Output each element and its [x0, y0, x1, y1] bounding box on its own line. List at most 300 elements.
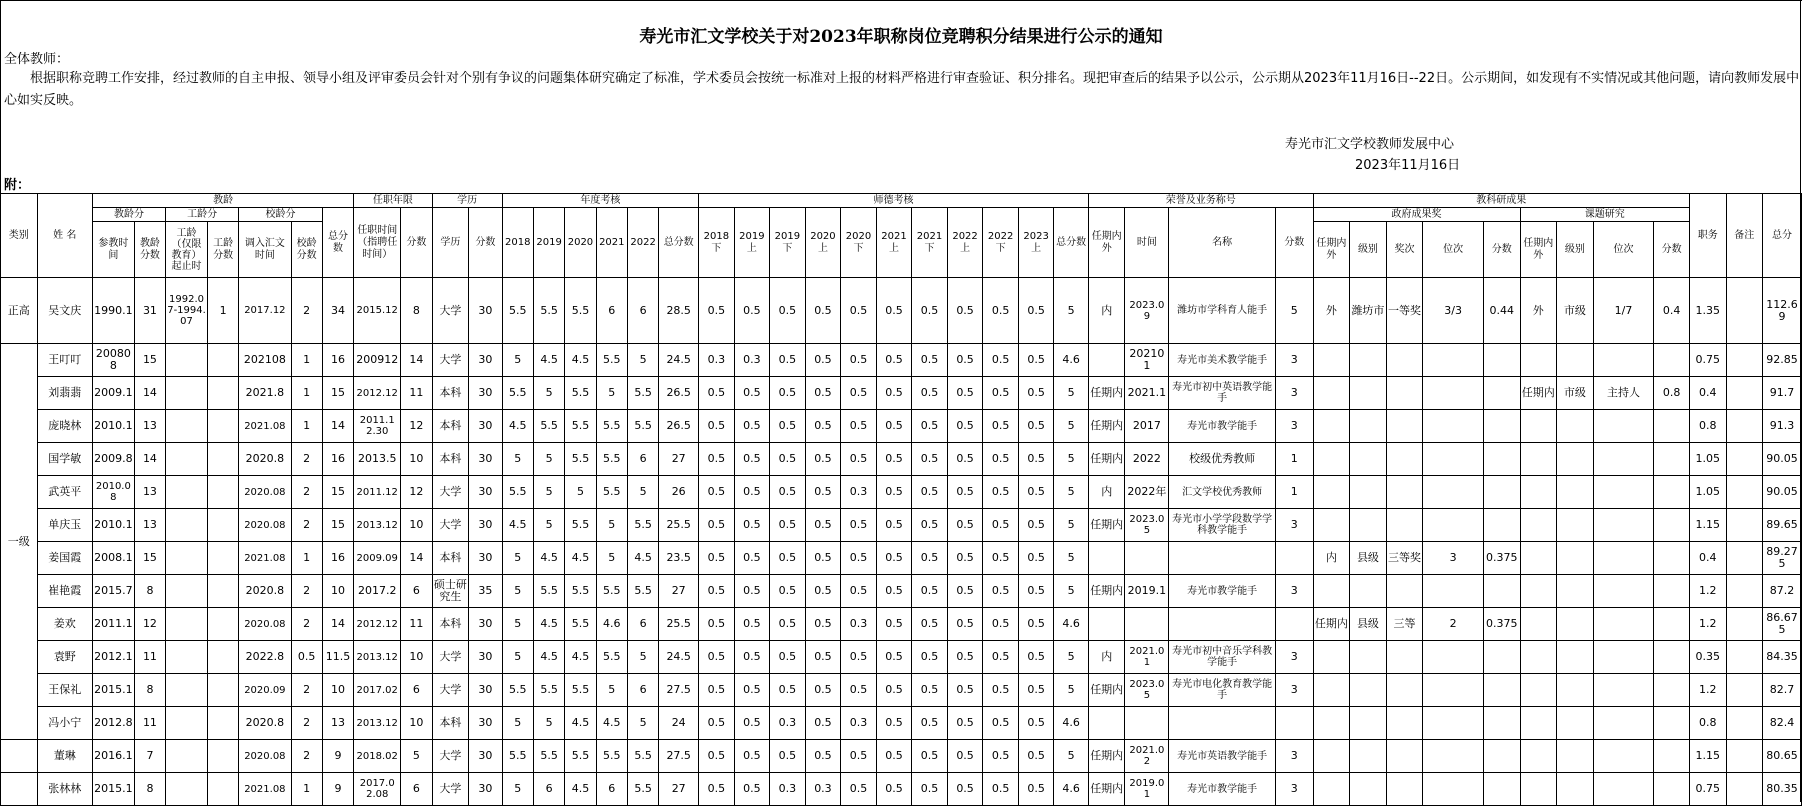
data-cell: 0.5 [770, 410, 806, 443]
data-cell: 6 [627, 278, 658, 344]
data-cell: 任期内 [1520, 377, 1557, 410]
data-cell: 0.5 [912, 641, 948, 674]
data-cell: 0.5 [734, 707, 770, 740]
data-cell: 1992.07-1994.07 [166, 278, 208, 344]
data-cell [1386, 377, 1423, 410]
data-cell: 0.5 [770, 608, 806, 641]
data-cell: 6 [401, 575, 432, 608]
data-cell: 0.5 [876, 707, 912, 740]
data-cell [1313, 509, 1350, 542]
data-cell: 2023.09 [1125, 278, 1169, 344]
data-cell: 0.5 [699, 509, 735, 542]
header-ethics-term: 2019上 [734, 208, 770, 278]
data-cell: 0.5 [805, 410, 841, 443]
data-cell [1350, 476, 1387, 509]
data-cell: 内 [1088, 641, 1125, 674]
data-cell: 3 [1275, 641, 1313, 674]
data-cell: 0.5 [734, 740, 770, 773]
data-cell: 4.6 [596, 608, 627, 641]
data-cell [1275, 542, 1313, 575]
header-name: 姓 名 [37, 194, 92, 278]
data-cell: 0.5 [770, 542, 806, 575]
data-cell: 2017.02.08 [354, 773, 401, 806]
data-cell: 30 [469, 509, 502, 542]
data-cell: 2021.08 [239, 410, 291, 443]
category-cell [1, 740, 38, 773]
data-cell [207, 641, 238, 674]
data-cell [1483, 641, 1520, 674]
data-cell: 2012.8 [92, 707, 134, 740]
data-cell: 2013.12 [354, 707, 401, 740]
data-cell: 0.5 [805, 377, 841, 410]
data-cell: 0.5 [841, 575, 877, 608]
data-cell: 5 [1054, 377, 1089, 410]
data-cell: 11 [401, 377, 432, 410]
data-cell: 0.5 [770, 674, 806, 707]
data-cell [1520, 740, 1557, 773]
data-cell: 5.5 [533, 674, 564, 707]
header-annual-total: 总分数 [659, 208, 699, 278]
data-cell: 0.5 [876, 509, 912, 542]
data-cell: 2 [291, 443, 322, 476]
data-cell: 5.5 [596, 344, 627, 377]
data-cell [1350, 410, 1387, 443]
data-cell [1350, 641, 1387, 674]
data-cell: 0.5 [876, 278, 912, 344]
data-cell [166, 740, 208, 773]
data-cell: 硕士研究生 [432, 575, 469, 608]
data-cell: 16 [322, 344, 353, 377]
data-cell: 12 [134, 608, 165, 641]
data-cell: 2 [291, 608, 322, 641]
data-cell: 0.5 [912, 476, 948, 509]
data-cell [1350, 740, 1387, 773]
data-cell: 15 [322, 476, 353, 509]
data-cell: 0.5 [734, 641, 770, 674]
data-cell [1423, 377, 1484, 410]
data-cell: 5.5 [627, 509, 658, 542]
data-cell: 0.5 [699, 773, 735, 806]
data-cell: 1 [1275, 443, 1313, 476]
data-cell [207, 773, 238, 806]
data-cell [1726, 509, 1763, 542]
data-cell: 23.5 [659, 542, 699, 575]
data-cell: 12 [401, 410, 432, 443]
header-work-note: 工龄（仅限教育）起止时 [166, 222, 208, 278]
data-cell: 6 [401, 773, 432, 806]
data-cell: 任期内 [1088, 509, 1125, 542]
data-cell: 1.15 [1689, 740, 1726, 773]
data-cell: 5.5 [596, 410, 627, 443]
data-cell: 0.5 [947, 608, 983, 641]
data-cell: 4.5 [596, 707, 627, 740]
header-ethics-term: 2020上 [805, 208, 841, 278]
data-cell: 14 [322, 410, 353, 443]
data-cell: 0.5 [983, 674, 1019, 707]
data-cell [1654, 707, 1690, 740]
data-cell [1313, 377, 1350, 410]
data-cell: 2 [291, 509, 322, 542]
data-cell [1654, 575, 1690, 608]
data-cell: 30 [469, 542, 502, 575]
data-cell: 5 [627, 344, 658, 377]
data-cell: 4.5 [533, 542, 564, 575]
data-cell: 大学 [432, 773, 469, 806]
data-cell: 本科 [432, 707, 469, 740]
data-cell: 0.375 [1483, 608, 1520, 641]
data-cell: 2015.12 [354, 278, 401, 344]
header-work-points: 工龄分数 [207, 222, 238, 278]
data-cell: 任期内 [1088, 377, 1125, 410]
data-cell [1557, 641, 1594, 674]
data-cell [207, 443, 238, 476]
data-cell: 0.5 [947, 476, 983, 509]
data-cell: 5 [502, 707, 533, 740]
data-cell: 13 [322, 707, 353, 740]
data-cell [1483, 443, 1520, 476]
data-cell [1520, 707, 1557, 740]
header-start-time: 参教时间 [92, 222, 134, 278]
data-cell: 5 [1054, 674, 1089, 707]
header-ethics-term: 2023上 [1018, 208, 1054, 278]
data-cell: 2016.1 [92, 740, 134, 773]
header-row-1 [1, 194, 1802, 208]
data-cell [1088, 344, 1125, 377]
data-cell: 15 [322, 377, 353, 410]
data-cell: 4.5 [627, 542, 658, 575]
data-cell: 0.5 [841, 443, 877, 476]
data-cell: 5.5 [627, 740, 658, 773]
data-cell: 2013.5 [354, 443, 401, 476]
data-cell [166, 476, 208, 509]
data-cell: 5.5 [533, 278, 564, 344]
data-cell [1726, 575, 1763, 608]
data-cell: 0.5 [699, 278, 735, 344]
header-remark: 备注 [1726, 194, 1763, 278]
data-cell [1313, 641, 1350, 674]
data-cell: 0.75 [1689, 344, 1726, 377]
data-cell: 30 [469, 377, 502, 410]
data-cell [1350, 509, 1387, 542]
data-cell: 5.5 [565, 575, 596, 608]
data-cell: 0.5 [805, 575, 841, 608]
data-cell: 5 [627, 476, 658, 509]
data-cell [1125, 707, 1169, 740]
data-cell: 5 [1054, 641, 1089, 674]
data-cell: 89.65 [1763, 509, 1802, 542]
data-cell [1313, 740, 1350, 773]
data-cell [1386, 509, 1423, 542]
header-honor-points: 分数 [1275, 208, 1313, 278]
table-row [1, 377, 1802, 410]
data-cell: 0.5 [983, 608, 1019, 641]
data-cell: 2011.1 [92, 608, 134, 641]
data-cell: 5 [502, 575, 533, 608]
data-cell: 5 [502, 608, 533, 641]
data-cell: 5 [401, 740, 432, 773]
data-cell: 200808 [92, 344, 134, 377]
data-cell: 30 [469, 773, 502, 806]
data-cell [1483, 344, 1520, 377]
data-cell: 0.5 [912, 773, 948, 806]
data-cell: 1 [207, 278, 238, 344]
data-cell [207, 476, 238, 509]
data-cell: 内 [1088, 278, 1125, 344]
data-cell [1520, 674, 1557, 707]
data-cell: 0.5 [805, 476, 841, 509]
data-cell: 大学 [432, 278, 469, 344]
data-cell [1386, 674, 1423, 707]
name-cell: 姜国霞 [37, 542, 92, 575]
data-cell: 任期内 [1088, 740, 1125, 773]
data-cell: 86.675 [1763, 608, 1802, 641]
data-cell: 1.05 [1689, 476, 1726, 509]
data-cell: 6 [627, 608, 658, 641]
data-cell [1350, 707, 1387, 740]
data-cell: 5 [502, 773, 533, 806]
data-cell [1386, 410, 1423, 443]
data-cell: 5.5 [596, 740, 627, 773]
data-cell: 4.5 [565, 707, 596, 740]
data-cell: 0.5 [983, 575, 1019, 608]
header-annual-2022: 2022 [627, 208, 658, 278]
data-cell: 0.5 [805, 641, 841, 674]
data-cell [1557, 608, 1594, 641]
data-cell [1593, 641, 1654, 674]
header-seniority: 教龄 [92, 194, 353, 208]
header-ethics-term: 2022上 [947, 208, 983, 278]
data-cell: 0.3 [805, 773, 841, 806]
data-cell: 91.3 [1763, 410, 1802, 443]
data-cell: 1.2 [1689, 575, 1726, 608]
data-cell: 92.85 [1763, 344, 1802, 377]
data-cell: 2020.8 [239, 575, 291, 608]
data-cell: 200912 [354, 344, 401, 377]
signature-date: 2023年11月16日 [1355, 158, 1461, 173]
data-cell: 2013.12 [354, 509, 401, 542]
data-cell: 0.3 [734, 344, 770, 377]
data-cell [1313, 476, 1350, 509]
data-cell: 5 [565, 476, 596, 509]
header-honor-in: 任期内外 [1088, 208, 1125, 278]
data-cell: 0.5 [912, 608, 948, 641]
data-cell [1654, 410, 1690, 443]
data-cell: 0.5 [912, 707, 948, 740]
name-cell: 单庆玉 [37, 509, 92, 542]
data-cell: 2015.1 [92, 773, 134, 806]
data-cell: 大学 [432, 641, 469, 674]
data-cell: 25.5 [659, 608, 699, 641]
data-cell [1726, 707, 1763, 740]
data-cell: 13 [134, 476, 165, 509]
table-row [1, 344, 1802, 377]
data-cell: 91.7 [1763, 377, 1802, 410]
data-cell: 0.5 [983, 278, 1019, 344]
data-cell: 寿光市教学能手 [1169, 773, 1276, 806]
data-cell [207, 608, 238, 641]
data-cell: 0.5 [947, 410, 983, 443]
data-cell: 80.65 [1763, 740, 1802, 773]
data-cell: 0.5 [983, 410, 1019, 443]
data-cell [1125, 542, 1169, 575]
data-cell [166, 443, 208, 476]
data-cell: 0.5 [983, 476, 1019, 509]
data-cell: 0.5 [947, 641, 983, 674]
data-cell: 5 [1054, 443, 1089, 476]
data-cell: 0.5 [912, 542, 948, 575]
data-cell: 寿光市教学能手 [1169, 410, 1276, 443]
data-cell: 0.5 [770, 344, 806, 377]
data-cell: 0.75 [1689, 773, 1726, 806]
data-cell [1520, 641, 1557, 674]
data-cell: 4.5 [533, 608, 564, 641]
data-cell: 4.6 [1054, 344, 1089, 377]
data-cell: 0.5 [983, 509, 1019, 542]
data-cell: 大学 [432, 509, 469, 542]
data-cell: 内 [1088, 476, 1125, 509]
data-cell: 0.5 [983, 542, 1019, 575]
data-cell: 30 [469, 278, 502, 344]
data-cell [1726, 641, 1763, 674]
data-cell: 27 [659, 575, 699, 608]
data-cell: 13 [134, 410, 165, 443]
data-cell: 0.5 [947, 542, 983, 575]
data-cell: 0.35 [1689, 641, 1726, 674]
data-cell: 3 [1275, 377, 1313, 410]
data-cell [1726, 608, 1763, 641]
data-cell: 大学 [432, 740, 469, 773]
header-annual-2018: 2018 [502, 208, 533, 278]
data-cell [166, 773, 208, 806]
data-cell: 外 [1313, 278, 1350, 344]
data-cell [1313, 443, 1350, 476]
data-cell: 校级优秀教师 [1169, 443, 1276, 476]
header-annual-2020: 2020 [565, 208, 596, 278]
data-cell [1557, 773, 1594, 806]
name-cell: 崔艳霞 [37, 575, 92, 608]
data-cell [1423, 707, 1484, 740]
data-cell: 2022 [1125, 443, 1169, 476]
data-cell: 2020.08 [239, 509, 291, 542]
data-cell: 8 [134, 674, 165, 707]
data-cell: 0.3 [699, 344, 735, 377]
data-cell [1483, 509, 1520, 542]
data-cell [1313, 773, 1350, 806]
data-cell [1654, 476, 1690, 509]
data-cell: 潍坊市学科育人能手 [1169, 278, 1276, 344]
data-cell: 202108 [239, 344, 291, 377]
data-cell: 0.5 [841, 542, 877, 575]
data-cell: 3 [1275, 410, 1313, 443]
data-cell: 2023.05 [1125, 509, 1169, 542]
data-cell: 2017.12 [239, 278, 291, 344]
data-cell [1593, 674, 1654, 707]
data-cell [1593, 476, 1654, 509]
data-cell: 5 [1054, 476, 1089, 509]
data-cell [1726, 278, 1763, 344]
data-cell: 5 [1054, 410, 1089, 443]
data-cell [1169, 608, 1276, 641]
data-cell: 0.5 [912, 740, 948, 773]
data-cell: 5.5 [565, 278, 596, 344]
data-cell: 1/7 [1593, 278, 1654, 344]
data-cell: 0.5 [841, 740, 877, 773]
data-cell [1654, 641, 1690, 674]
data-cell: 3 [1275, 773, 1313, 806]
data-cell: 0.5 [1018, 278, 1054, 344]
data-cell: 0.5 [805, 344, 841, 377]
data-cell: 1 [291, 377, 322, 410]
header-annual: 年度考核 [502, 194, 698, 208]
data-cell: 202101 [1125, 344, 1169, 377]
header-teaching-points: 教龄分数 [134, 222, 165, 278]
data-cell [1386, 740, 1423, 773]
data-cell: 5.5 [565, 443, 596, 476]
data-cell [1726, 443, 1763, 476]
data-cell: 5 [502, 344, 533, 377]
data-cell: 30 [469, 608, 502, 641]
data-cell [1386, 641, 1423, 674]
data-cell [1593, 707, 1654, 740]
data-cell: 5.5 [627, 773, 658, 806]
data-cell: 0.5 [770, 278, 806, 344]
data-cell: 5 [533, 476, 564, 509]
data-cell: 24.5 [659, 641, 699, 674]
data-cell: 112.69 [1763, 278, 1802, 344]
data-cell: 11 [134, 641, 165, 674]
header-work-age: 工龄分 [166, 208, 239, 222]
data-cell: 寿光市小学学段数学学科教学能手 [1169, 509, 1276, 542]
data-cell: 10 [322, 674, 353, 707]
data-cell [1386, 476, 1423, 509]
data-cell: 0.5 [983, 443, 1019, 476]
header-topic-in: 任期内外 [1520, 222, 1557, 278]
data-cell: 31 [134, 278, 165, 344]
data-cell [1593, 740, 1654, 773]
data-cell: 84.35 [1763, 641, 1802, 674]
table-row [1, 542, 1802, 575]
data-cell [1423, 443, 1484, 476]
table-row [1, 410, 1802, 443]
data-cell: 5 [502, 542, 533, 575]
data-cell [1654, 542, 1690, 575]
data-cell: 0.8 [1689, 707, 1726, 740]
data-cell: 寿光市美术教学能手 [1169, 344, 1276, 377]
data-cell [1520, 344, 1557, 377]
data-cell: 3 [1275, 509, 1313, 542]
data-cell [207, 542, 238, 575]
header-edu-points: 分数 [469, 208, 502, 278]
name-cell: 袁野 [37, 641, 92, 674]
data-cell: 14 [401, 542, 432, 575]
data-cell [166, 509, 208, 542]
data-cell: 本科 [432, 608, 469, 641]
table-row [1, 641, 1802, 674]
data-cell [166, 377, 208, 410]
data-cell: 0.5 [805, 542, 841, 575]
data-cell: 5 [596, 509, 627, 542]
data-cell: 2 [291, 575, 322, 608]
data-cell: 2017 [1125, 410, 1169, 443]
data-cell: 0.5 [1018, 575, 1054, 608]
data-cell: 0.5 [947, 707, 983, 740]
data-cell: 本科 [432, 542, 469, 575]
data-cell: 1.15 [1689, 509, 1726, 542]
data-cell: 9 [322, 740, 353, 773]
data-cell: 3 [1275, 575, 1313, 608]
data-cell [1654, 773, 1690, 806]
data-cell [1169, 542, 1276, 575]
